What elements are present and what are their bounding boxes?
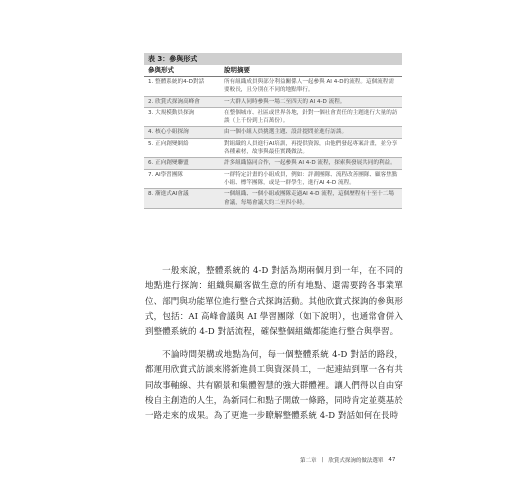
row-desc: 一大群人同時參與一場二至四天的 AI 4-D 流程。: [224, 98, 346, 105]
body-paragraph-1: [145, 264, 403, 340]
row-form: 3. 大規模動員探詢: [148, 109, 195, 116]
body-paragraph-2: [145, 348, 403, 424]
row-form: 8. 漸進式AI會議: [148, 191, 189, 198]
table-row: [144, 108, 402, 128]
table-header-row: [144, 65, 402, 77]
paragraph-1-text: 一般來說，整體系統的 4-D 對話為期兩個月到一年，在不同的地點進行探詢：組織與顧客做生意的所有地點、還需要跨各事業單位、部門與功能單位進行整合式探詢活動。其他欣賞式探詢的參與形式，包括：AI 高峰會議與 AI 學習團隊（如下說明），也通常會併入到整體系統的 4-D 對話流程，確保整個組織都能進行整合與學習。: [145, 266, 404, 338]
paragraph-2-text: 不論時間架構或地點為何，每一個整體系統 4-D 對話的路段，都運用欣賞式訪談來將新進員工與資深員工，一起連結到單一各有共同故事軸線、共有願景和集體智慧的強大群體裡。讓人們得以自由穿梭自主創造的人生，為新同仁和點子開啟一條路，同時肯定並奠基於一路走來的成果。為了更進一步瞭解整體系統 4-D 對話如何在長時: [145, 350, 404, 422]
table-row: [144, 97, 402, 108]
row-form: 4. 核心小組探詢: [148, 129, 189, 136]
row-desc: 對組織的人員進行AI培訓，再提供資源，由他們發起專案計畫，並分享各種素材，故事與最佳實踐做法。: [224, 140, 398, 156]
row-form: 5. 正向創變網絡: [148, 140, 189, 147]
row-form: 6. 正向創變聯盟: [148, 160, 189, 167]
row-desc: 許多組織協同合作，一起參與 AI 4-D 流程，探索與發展共同的利益。: [224, 160, 396, 167]
table-header-form: 參與形式: [148, 66, 174, 74]
row-form: 7. AI學習團隊: [148, 171, 183, 178]
row-desc: 一個組織、一個小組或團隊走過AI 4-D 流程，這個歷程有十至十二場會議，每場會議大約二至四小時。: [224, 191, 394, 206]
row-desc: 所有組織成員與部分利益關係人一起參與 AI 4-D的流程。這個流程需要較長，且分別在不同的地點舉行。: [224, 79, 394, 94]
page-number: 47: [388, 457, 396, 463]
row-desc: 由一個小組人員挑選主題、設計提問並進行訪談。: [224, 129, 348, 136]
table-row: [144, 158, 402, 169]
table-row: [144, 189, 402, 209]
table-row: [144, 127, 402, 138]
footer-separator: |: [321, 457, 324, 463]
table-row: [144, 139, 402, 159]
footer-chapter: 第二章: [300, 458, 317, 464]
table-header-desc: 說明摘要: [224, 66, 250, 74]
row-desc: 在整個城市、社區或世界各地，針對一個社會責任的主題進行大量的訪談（上千份到上百萬份）。: [224, 109, 398, 125]
footer-chapter-title: 欣賞式探詢的做法選單: [328, 458, 384, 464]
page-footer: [300, 456, 395, 464]
row-form: 2. 欣賞式探詢高峰會: [148, 98, 200, 105]
table-row: [144, 77, 402, 97]
table-title: 表 3：參與形式: [144, 53, 402, 65]
table-row: [144, 170, 402, 190]
row-desc: 一群特定計畫的小組成員，例如：評測團隊、流程改善團隊、顧客焦點小組、標竿團隊，或是一群學生，進行AI 4-D 流程。: [224, 171, 398, 186]
row-form: 1. 整體系統的4-D對話: [148, 79, 205, 85]
participation-table: [144, 53, 402, 209]
